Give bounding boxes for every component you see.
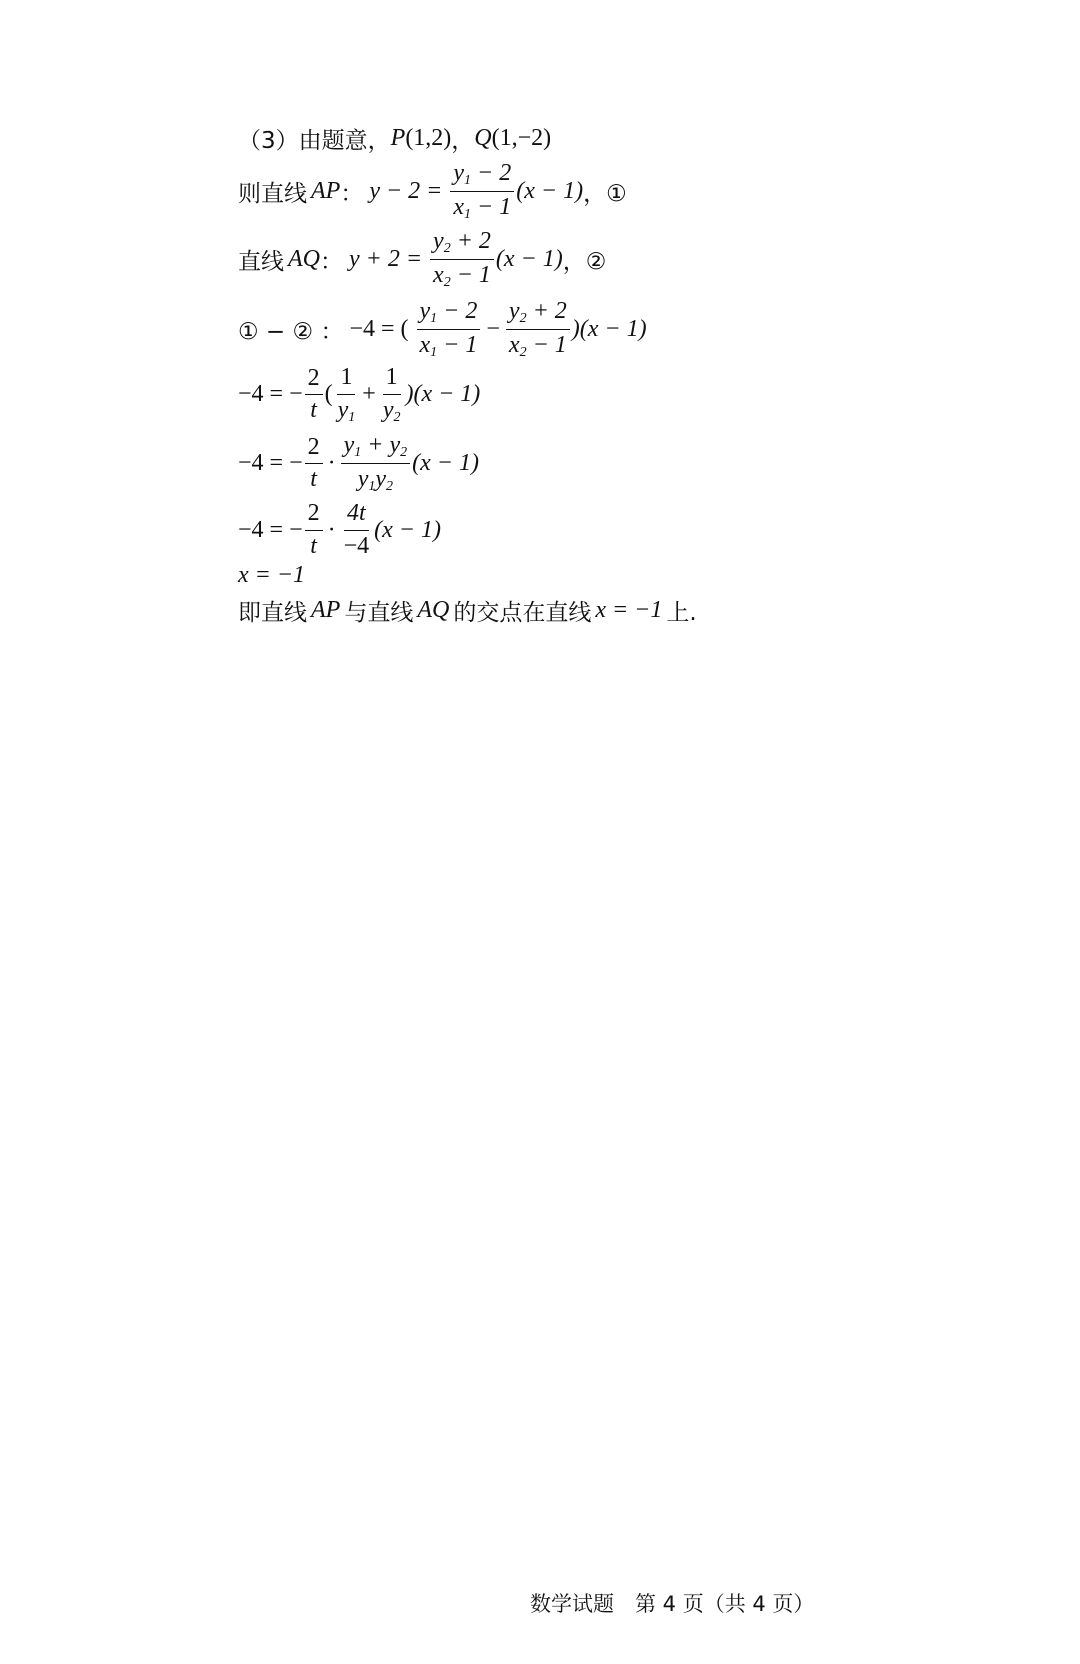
dot-operator: ·: [327, 450, 336, 477]
fraction-1-over-y2: [380, 364, 404, 426]
conclusion-text-3: 的交点在直线: [453, 600, 592, 626]
equation-tail: )(x − 1): [571, 316, 647, 343]
colon: ：: [320, 249, 343, 276]
fraction-denominator: $x_2 - 1$: [433, 262, 491, 291]
open-paren: (: [324, 381, 333, 408]
fraction-2-over-t: [305, 365, 323, 425]
equation-tail: (x − 1): [495, 246, 563, 273]
colon: ：: [340, 181, 364, 208]
point-Q: Q: [474, 125, 492, 151]
fraction-1: [417, 298, 481, 361]
equation-step-2: [238, 432, 479, 495]
fraction-numerator: $y_1 - 2$: [417, 298, 481, 330]
conclusion-text-2: 与直线: [344, 600, 414, 626]
fraction-1-over-y1: [335, 364, 359, 426]
conclusion-text-1: 即直线: [238, 600, 307, 626]
equation-tail: )(x − 1): [405, 381, 481, 408]
equation-step-1: [238, 364, 480, 426]
line-AP-name: AP: [311, 597, 341, 623]
fraction-2-over-t: [305, 434, 323, 494]
equation-lhs: −4 = −: [238, 516, 303, 543]
fraction-4t-over-neg4: [341, 500, 373, 560]
conclusion: [238, 594, 697, 627]
point-P-coord: (1,2): [405, 125, 452, 151]
equation-step-3: [238, 500, 441, 560]
plus-sign: +: [362, 381, 376, 408]
point-P: P: [390, 125, 406, 151]
solution-part-3-header: [238, 122, 551, 155]
point-Q-coord: (1,−2): [491, 125, 552, 151]
equation-tail: (x − 1): [374, 516, 441, 543]
page-footer: 数学试题 第 4 页（共 4 页）: [530, 1592, 815, 1616]
result-equation: x = −1: [238, 562, 306, 588]
slope-fraction: [450, 160, 514, 223]
equation-tail: (x − 1): [516, 178, 584, 205]
minus-sign: −: [486, 316, 500, 343]
conclusion-equation: x = −1: [595, 597, 663, 623]
fraction-denominator: $y_1y_2$: [357, 466, 394, 495]
line-name: AQ: [288, 246, 320, 273]
dot-operator: ·: [327, 516, 336, 543]
fraction-numerator: 4t: [344, 500, 369, 531]
fraction-denominator: t: [310, 532, 317, 559]
line-AQ-name: AQ: [417, 597, 450, 623]
equation-subtract: [238, 298, 647, 361]
fraction-denominator: $x_1 - 1$: [453, 194, 512, 223]
equation-mark: ，①: [583, 181, 627, 208]
separator: ，: [451, 128, 475, 154]
fraction-numerator: 2: [305, 500, 323, 531]
equation-tail: (x − 1): [412, 450, 479, 477]
fraction-denominator: $y_1$: [337, 396, 356, 425]
fraction-numerator: 1: [383, 364, 401, 395]
fraction-numerator: 2: [305, 365, 323, 396]
fraction-denominator: −4: [343, 532, 370, 559]
result-x: [238, 562, 305, 589]
fraction-numerator: $y_2 + 2$: [430, 228, 494, 260]
fraction-denominator: $y_2$: [382, 396, 401, 425]
text-prefix: 则直线: [238, 181, 307, 208]
slope-fraction: [430, 228, 494, 291]
equation-lhs: −4 = −: [238, 450, 303, 477]
equation-lhs: y − 2 =: [369, 178, 443, 205]
text-prefix: 直线: [238, 249, 284, 276]
equation-line-AP: [238, 160, 627, 223]
line-name: AP: [311, 178, 341, 205]
part-label: （3）由题意，: [238, 128, 391, 154]
equation-mark: ，②: [562, 249, 607, 276]
conclusion-text-4: 上.: [666, 600, 697, 626]
fraction-denominator: $x_2 - 1$: [508, 332, 567, 361]
fraction-2: [506, 298, 570, 361]
equation-lhs: −4 = −: [238, 381, 303, 408]
fraction-numerator: 2: [305, 434, 323, 465]
fraction-numerator: $y_1 + y_2$: [341, 432, 411, 464]
fraction-numerator: $y_2 + 2$: [506, 298, 570, 330]
fraction-denominator: t: [310, 397, 317, 424]
text-prefix: ① − ② ：: [238, 319, 344, 346]
fraction-denominator: t: [310, 466, 317, 493]
fraction-2-over-t: [305, 500, 323, 560]
fraction-numerator: 1: [337, 364, 355, 395]
fraction-denominator: $x_1 - 1$: [419, 332, 478, 361]
fraction-sum-over-product: [341, 432, 411, 495]
equation-lhs: y + 2 =: [349, 246, 423, 273]
equation-lhs: −4 = (: [349, 316, 409, 343]
fraction-numerator: $y_1 - 2$: [450, 160, 514, 192]
equation-line-AQ: [238, 228, 606, 291]
